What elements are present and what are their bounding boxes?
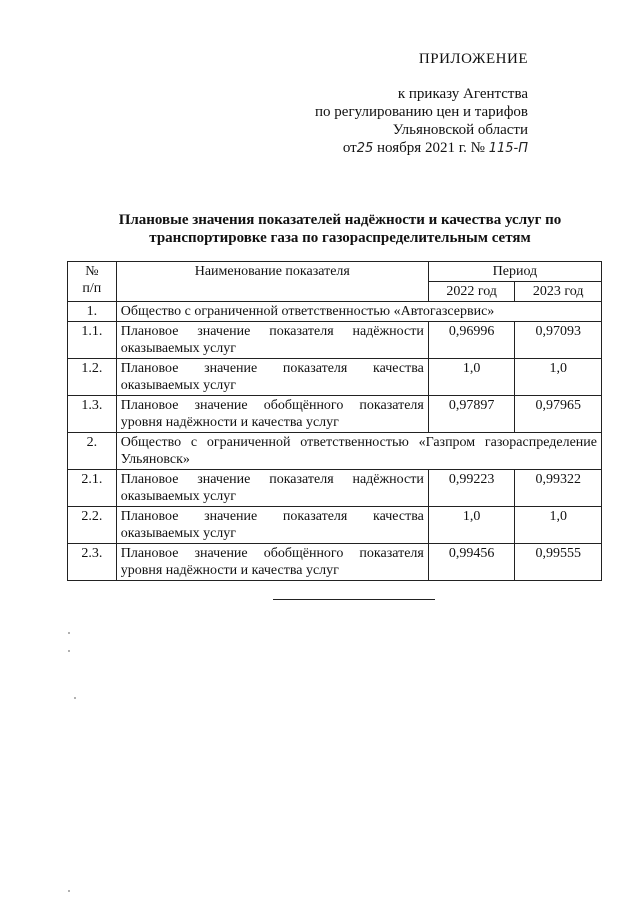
scan-speck bbox=[68, 890, 70, 892]
scan-speck bbox=[74, 697, 76, 699]
value-year1: 0,99456 bbox=[428, 544, 515, 581]
table-body bbox=[68, 302, 602, 581]
order-ref-line1: к приказу Агентства bbox=[397, 86, 528, 102]
handwritten-day: 25 bbox=[356, 141, 374, 156]
table-row bbox=[68, 433, 602, 470]
table-row bbox=[68, 322, 602, 359]
scan-speck bbox=[68, 632, 70, 634]
scan-speck bbox=[68, 650, 70, 652]
table-row bbox=[68, 507, 602, 544]
date-middle: ноября 2021 г. № bbox=[377, 140, 485, 156]
indicator-name: Плановое значение показателя надёжности оказываемых услуг bbox=[116, 322, 428, 359]
appendix-header bbox=[315, 50, 528, 158]
table-header-row bbox=[68, 262, 602, 282]
value-year2: 0,97093 bbox=[515, 322, 602, 359]
value-year1: 1,0 bbox=[428, 507, 515, 544]
row-number: 2.1. bbox=[68, 470, 117, 507]
col-name-header: Наименование показателя bbox=[116, 262, 428, 302]
indicator-name: Плановое значение показателя качества оказываемых услуг bbox=[116, 359, 428, 396]
value-year2: 0,99322 bbox=[515, 470, 602, 507]
indicator-name: Плановое значение обобщённого показателя уровня надёжности и качества услуг bbox=[116, 396, 428, 433]
value-year1: 0,96996 bbox=[428, 322, 515, 359]
indicator-name: Плановое значение обобщённого показателя уровня надёжности и качества услуг bbox=[116, 544, 428, 581]
col-period-header: Период bbox=[428, 262, 601, 282]
table-row bbox=[68, 359, 602, 396]
order-ref-line2: по регулированию цен и тарифов bbox=[315, 104, 528, 120]
value-year2: 0,99555 bbox=[515, 544, 602, 581]
col-num-label: № bbox=[85, 264, 99, 279]
value-year2: 0,97965 bbox=[515, 396, 602, 433]
appendix-title: ПРИЛОЖЕНИЕ bbox=[418, 51, 528, 67]
col-year2-header: 2023 год bbox=[515, 282, 602, 302]
value-year1: 1,0 bbox=[428, 359, 515, 396]
table-row bbox=[68, 470, 602, 507]
date-prefix: от bbox=[342, 140, 357, 156]
table-row bbox=[68, 544, 602, 581]
heading-line2: транспортировке газа по газораспределительным сетям bbox=[149, 230, 531, 246]
indicator-name: Плановое значение показателя качества оказываемых услуг bbox=[116, 507, 428, 544]
col-year1-header: 2022 год bbox=[428, 282, 515, 302]
col-num-sublabel: п/п bbox=[82, 281, 102, 296]
value-year2: 1,0 bbox=[515, 507, 602, 544]
table-row bbox=[68, 396, 602, 433]
col-num-header bbox=[68, 262, 117, 302]
indicators-table bbox=[67, 261, 602, 581]
row-number: 1.3. bbox=[68, 396, 117, 433]
handwritten-order-number: 115-П bbox=[488, 141, 528, 156]
organization-name: Общество с ограниченной ответственностью «Автогазсервис» bbox=[116, 302, 601, 322]
table-row bbox=[68, 302, 602, 322]
row-number: 2.3. bbox=[68, 544, 117, 581]
row-number: 1.2. bbox=[68, 359, 117, 396]
indicator-name: Плановое значение показателя надёжности оказываемых услуг bbox=[116, 470, 428, 507]
value-year2: 1,0 bbox=[515, 359, 602, 396]
closing-rule bbox=[273, 599, 435, 600]
row-number: 2.2. bbox=[68, 507, 117, 544]
row-number: 1.1. bbox=[68, 322, 117, 359]
order-ref-line3: Ульяновской области bbox=[392, 122, 528, 138]
organization-name: Общество с ограниченной ответственностью «Газпром газораспределение Ульяновск» bbox=[116, 433, 601, 470]
value-year1: 0,99223 bbox=[428, 470, 515, 507]
heading-line1: Плановые значения показателей надёжности и качества услуг по bbox=[118, 212, 562, 228]
row-number: 1. bbox=[68, 302, 117, 322]
document-heading bbox=[90, 211, 590, 247]
order-date-line bbox=[315, 139, 528, 158]
row-number: 2. bbox=[68, 433, 117, 470]
value-year1: 0,97897 bbox=[428, 396, 515, 433]
